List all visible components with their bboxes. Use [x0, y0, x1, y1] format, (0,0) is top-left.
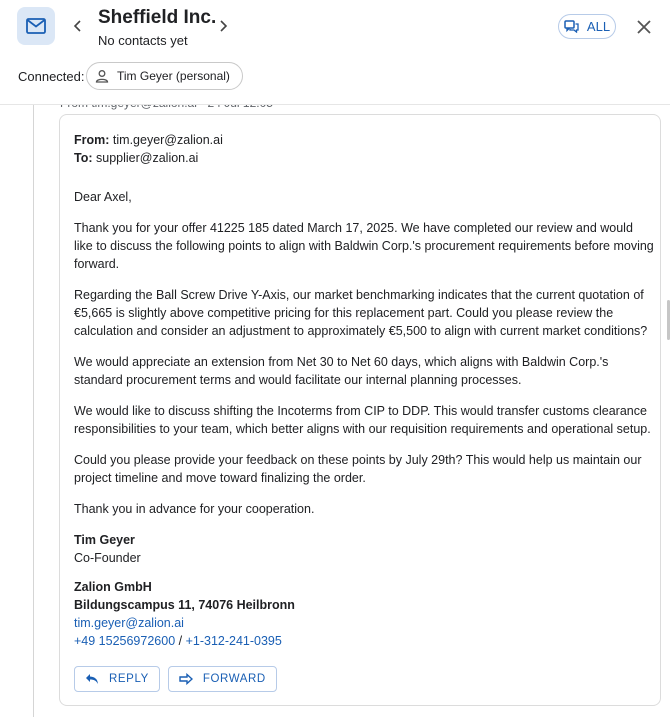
email-body: [74, 131, 654, 650]
person-icon: [95, 69, 109, 83]
signature-name: Tim Geyer: [74, 533, 135, 547]
signature-email-link[interactable]: tim.geyer@zalion.ai: [74, 616, 184, 630]
from-label: From:: [74, 133, 110, 147]
from-value: tim.geyer@zalion.ai: [112, 133, 223, 147]
chevron-left-icon: [73, 20, 83, 32]
mail-icon[interactable]: [17, 7, 55, 45]
contact-chip[interactable]: [86, 62, 243, 90]
email-to-line: [74, 149, 654, 167]
signature-role: Co-Founder: [74, 551, 141, 565]
reply-icon: [85, 673, 99, 685]
to-value: supplier@zalion.ai: [96, 151, 199, 165]
forward-button[interactable]: [168, 666, 277, 692]
email-paragraph: Thank you for your offer 41225 185 dated March 17, 2025. We have completed our review and would like to discuss the following points to align with Baldwin Corp.'s procurement requirements before moving forward.: [74, 221, 654, 271]
next-button[interactable]: [213, 16, 233, 36]
forward-label: FORWARD: [202, 673, 266, 685]
to-label: To:: [74, 151, 93, 165]
page-title: Sheffield Inc.: [98, 7, 217, 28]
email-greeting: Dear Axel,: [74, 190, 132, 204]
previous-button[interactable]: [68, 16, 88, 36]
email-paragraph: Thank you in advance for your cooperation.: [74, 502, 315, 516]
email-paragraph: Regarding the Ball Screw Drive Y-Axis, our market benchmarking indicates that the current quotation of €5,665 is slightly above competitive pricing for this replacement part. Could you please review the calculation and consider an adjustment to approximately €5,500 to align with current market conditions?: [74, 288, 648, 338]
chevron-right-icon: [218, 20, 228, 32]
email-paragraph: We would like to discuss shifting the Incoterms from CIP to DDP. This would transfer customs clearance responsibilities to your team, which better aligns with our requisition requirements and operational setup.: [74, 404, 651, 436]
reply-button[interactable]: [74, 666, 160, 692]
page-subtitle: No contacts yet: [98, 33, 188, 48]
phone-link-us[interactable]: +1-312-241-0395: [185, 634, 282, 648]
email-actions: [74, 666, 277, 692]
timeline-line: [33, 105, 34, 717]
contact-chip-label: Tim Geyer (personal): [117, 69, 230, 83]
signature-phones: [74, 632, 654, 650]
email-paragraph: Could you please provide your feedback on these points by July 29th? This would help us maintain our project timeline and move toward finalizing the order.: [74, 453, 642, 485]
forward-icon: [179, 673, 193, 685]
signature-company: Zalion GmbH: [74, 580, 152, 594]
chat-icon: [564, 20, 579, 33]
phone-separator: /: [175, 634, 186, 648]
email-card: [59, 114, 661, 706]
phone-link-de[interactable]: +49 15256972600: [74, 634, 176, 648]
signature-address: Bildungscampus 11, 74076 Heilbronn: [74, 598, 295, 612]
email-paragraph: We would appreciate an extension from Net 30 to Net 60 days, which aligns with Baldwin Corp.'s standard procurement terms and would facilitate our internal planning processes.: [74, 355, 609, 387]
reply-label: REPLY: [109, 673, 149, 685]
close-button[interactable]: [634, 17, 654, 37]
header: [0, 0, 670, 105]
email-from-line: [74, 131, 654, 149]
connected-label: Connected:: [18, 69, 85, 84]
close-icon: [637, 20, 651, 34]
all-filter-button[interactable]: [558, 14, 616, 39]
all-filter-label: ALL: [586, 19, 611, 34]
